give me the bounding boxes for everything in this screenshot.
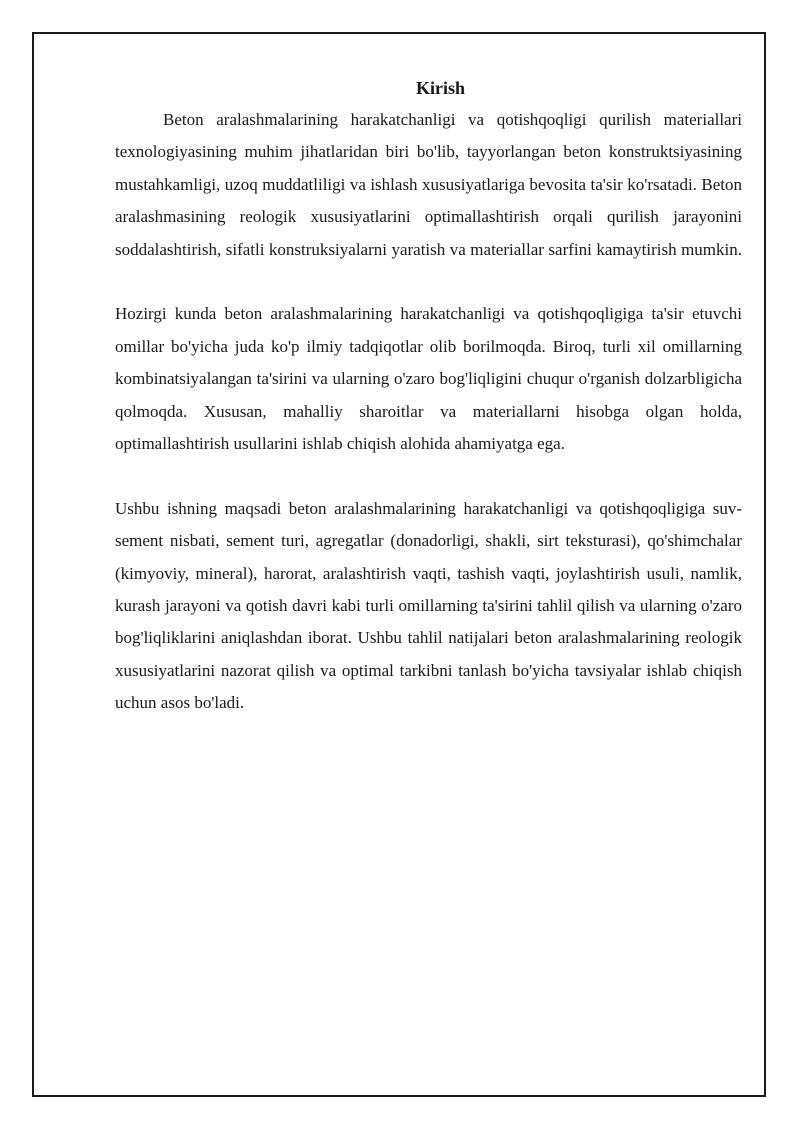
paragraph-gap xyxy=(115,266,742,298)
paragraph-objective: Ushbu ishning maqsadi beton aralashmalarining harakatchanligi va qotishqoqligiga suv-sement nisbati, sement turi, agregatlar (donadorligi, shakli, sirt teksturasi), qo'shimchalar (kimyoviy, mineral), harorat, aralashtirish vaqti, tashish vaqti, joylashtirish usuli, namlik, kurash jarayoni va qotish davri kabi turli omillarning ta'sirini tahlil qilish va ularning o'zaro bog'liqliklarini aniqlashdan iborat. Ushbu tahlil natijalari beton aralashmalarining reologik xususiyatlarini nazorat qilish va optimal tarkibni tanlash bo'yicha tavsiyalar ishlab chiqish uchun asos bo'ladi. xyxy=(115,498,742,713)
document-body xyxy=(115,76,742,720)
paragraph-gap xyxy=(115,460,742,492)
paragraph-current-research: Hozirgi kunda beton aralashmalarining harakatchanligi va qotishqoqligiga ta'sir etuvchi omillar bo'yicha juda ko'p ilmiy tadqiqotlar olib borilmoqda. Biroq, turli xil omillarning kombinatsiyalangan ta'sirini va ularning o'zaro bog'liqligini chuqur o'rganish dolzarbligicha qolmoqda. Xususan, mahalliy sharoitlar va materiallarni hisobga olgan holda, optimallashtirish usullarini ishlab chiqish alohida ahamiyatga ega. xyxy=(115,304,742,454)
paragraph-introduction: Beton aralashmalarining harakatchanligi va qotishqoqligi qurilish materiallari texnologiyasining muhim jihatlaridan biri bo'lib, tayyorlangan beton konstruktsiyasining mustahkamligi, uzoq muddatliligi va ishlash xususiyatlariga bevosita ta'sir ko'rsatadi. Beton aralashmasining reologik xususiyatlarini optimallashtirish orqali qurilish jarayonini soddalashtirish, sifatli konstruksiyalarni yaratish va materiallar sarfini kamaytirish mumkin. xyxy=(115,110,742,259)
document-title: Kirish xyxy=(415,78,465,98)
